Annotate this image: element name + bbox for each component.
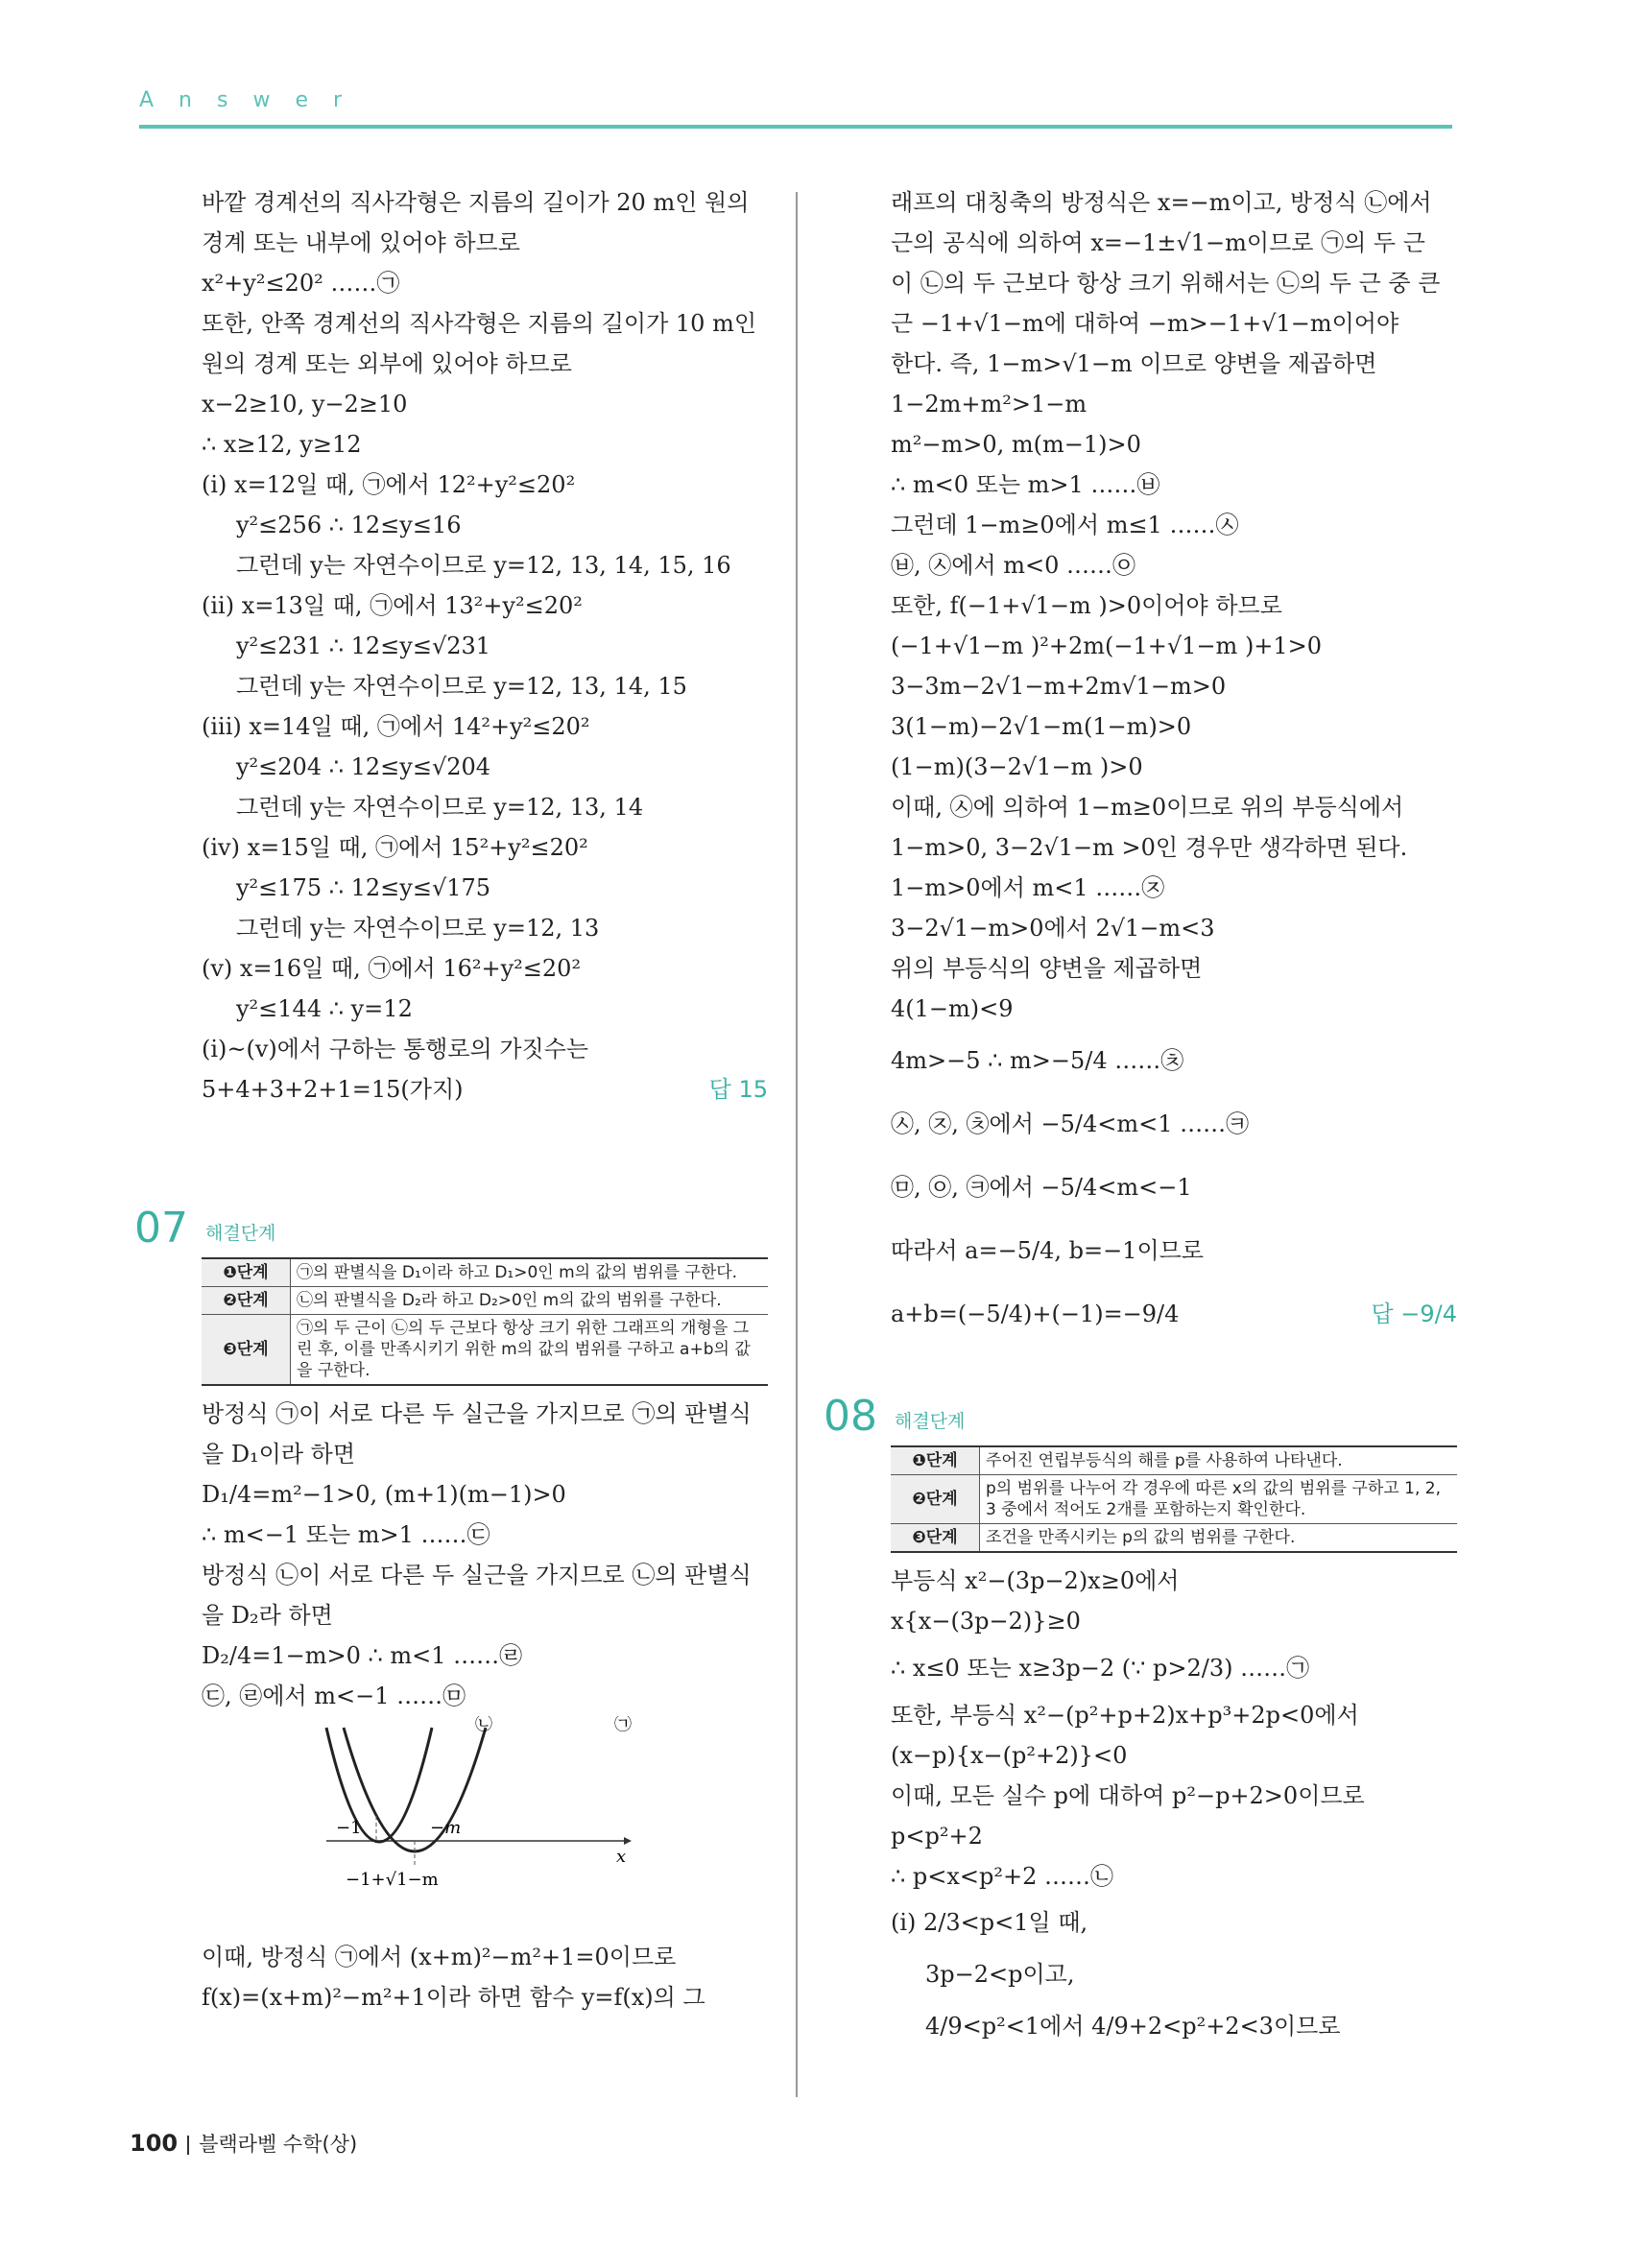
step-row	[202, 1287, 768, 1315]
step-row	[891, 1475, 1457, 1524]
text-line: 그런데 1−m≥0에서 m≤1 ……㉦	[891, 512, 1239, 538]
text-line: 또한, f(−1+√1−m )>0이어야 하므로	[891, 592, 1282, 619]
step-text: ㉠의 두 근이 ㉡의 두 근보다 항상 크기 위한 그래프의 개형을 그린 후, 이를 만족시키기 위한 m의 값의 범위를 구하고 a+b의 값을 구한다.	[291, 1315, 769, 1386]
text-line: 또한, 안쪽 경계선의 직사각형은 지름의 길이가 10 m인	[202, 310, 757, 337]
text-line: ㉢, ㉣에서 m<−1 ……㉤	[202, 1683, 466, 1709]
text-line: 1−m>0, 3−2√1−m >0인 경우만 생각하면 된다.	[891, 834, 1408, 861]
answer-label: 답 −9/4	[1371, 1301, 1457, 1327]
curve-a-label: ㉠	[614, 1716, 632, 1734]
text-line: y²≤256 ∴ 12≤y≤16	[236, 512, 462, 538]
text-line: 이때, 방정식 ㉠에서 (x+m)²−m²+1=0이므로	[202, 1944, 677, 1970]
answer-row	[202, 1069, 768, 1110]
text-line: (x−p){x−(p²+2)}<0	[891, 1742, 1128, 1769]
text-line: 한다. 즉, 1−m>√1−m 이므로 양변을 제곱하면	[891, 350, 1377, 377]
step-text: ㉡의 판별식을 D₂라 하고 D₂>0인 m의 값의 범위를 구한다.	[291, 1287, 769, 1315]
text-line: (i) 2/3<p<1일 때,	[891, 1909, 1088, 1936]
step-label: ❷단계	[891, 1475, 980, 1524]
text-line: 5+4+3+2+1=15(가지)	[202, 1076, 464, 1103]
text-line: (−1+√1−m )²+2m(−1+√1−m )+1>0	[891, 633, 1323, 659]
tick-label: −1	[336, 1818, 362, 1838]
step-label: ❸단계	[202, 1315, 291, 1386]
text-line: ㉦, ㉨, ㉩에서 −5/4<m<1 ……㉪	[891, 1110, 1250, 1137]
text-line: ∴ x≤0 또는 x≥3p−2 (∵ p>2/3) ……㉠	[891, 1655, 1310, 1682]
text-line: 근 −1+√1−m에 대하여 −m>−1+√1−m이어야	[891, 310, 1399, 337]
text-line: (v) x=16일 때, ㉠에서 16²+y²≤20²	[202, 955, 582, 982]
text-line: y²≤175 ∴ 12≤y≤√175	[236, 874, 491, 901]
text-line: y²≤144 ∴ y=12	[236, 995, 413, 1022]
problem-number: 07	[134, 1204, 188, 1253]
text-line: (ii) x=13일 때, ㉠에서 13²+y²≤20²	[202, 592, 583, 619]
book-title: 블랙라벨 수학(상)	[199, 2133, 358, 2156]
text-line: 방정식 ㉠이 서로 다른 두 실근을 가지므로 ㉠의 판별식	[202, 1400, 752, 1427]
text-line: 1−2m+m²>1−m	[891, 391, 1087, 418]
text-line: y²≤204 ∴ 12≤y≤√204	[236, 753, 491, 780]
text-line: (i)~(v)에서 구하는 통행로의 가짓수는	[202, 1036, 589, 1062]
text-line: 래프의 대칭축의 방정식은 x=−m이고, 방정식 ㉡에서	[891, 189, 1432, 216]
axis-label: x	[616, 1847, 627, 1867]
text-line: 4m>−5 ∴ m>−5/4 ……㉩	[891, 1047, 1184, 1074]
text-line: ∴ m<0 또는 m>1 ……㉥	[891, 471, 1160, 498]
text-line: 이때, ㉦에 의하여 1−m≥0이므로 위의 부등식에서	[891, 794, 1404, 821]
text-line: 원의 경계 또는 외부에 있어야 하므로	[202, 350, 572, 377]
text-line: a+b=(−5/4)+(−1)=−9/4	[891, 1301, 1180, 1327]
text-line: 따라서 a=−5/4, b=−1이므로	[891, 1237, 1204, 1264]
header-title: Answer	[139, 88, 368, 112]
page-footer	[130, 2129, 357, 2158]
text-line: p<p²+2	[891, 1823, 983, 1850]
text-line: D₁/4=m²−1>0, (m+1)(m−1)>0	[202, 1481, 566, 1508]
step-label: ❷단계	[202, 1287, 291, 1315]
text-line: 1−m>0에서 m<1 ……㉨	[891, 874, 1165, 901]
text-line: ∴ p<x<p²+2 ……㉡	[891, 1863, 1114, 1890]
problem-07-header	[134, 1204, 768, 1257]
text-line: x²+y²≤20² ……㉠	[202, 270, 400, 297]
text-line: ∴ m<−1 또는 m>1 ……㉢	[202, 1521, 490, 1548]
text-line: 방정식 ㉡이 서로 다른 두 실근을 가지므로 ㉡의 판별식	[202, 1562, 752, 1588]
solution-steps-label: 해결단계	[205, 1223, 276, 1244]
answer-row	[891, 1282, 1457, 1346]
text-line: 그런데 y는 자연수이므로 y=12, 13	[236, 915, 600, 942]
steps-table	[202, 1257, 768, 1386]
curve-b-label: ㉡	[475, 1716, 492, 1734]
text-line: 을 D₂라 하면	[202, 1602, 333, 1629]
text-line: 3−3m−2√1−m+2m√1−m>0	[891, 673, 1227, 700]
graph-svg	[202, 1716, 768, 1937]
root-label: −1+√1−m	[346, 1870, 439, 1890]
step-text: p의 범위를 나누어 각 경우에 따른 x의 값의 범위를 구하고 1, 2, 3 중에서 적어도 2개를 포함하는지 확인한다.	[980, 1475, 1458, 1524]
text-line: 그런데 y는 자연수이므로 y=12, 13, 14, 15	[236, 673, 687, 700]
x-axis-arrow	[624, 1837, 632, 1845]
step-row	[891, 1524, 1457, 1553]
text-line: 경계 또는 내부에 있어야 하므로	[202, 229, 520, 256]
text-line: 근의 공식에 의하여 x=−1±√1−m이므로 ㉠의 두 근	[891, 229, 1425, 256]
left-column	[134, 182, 768, 2017]
text-line: ㉥, ㉦에서 m<0 ……㉧	[891, 552, 1136, 579]
text-line: m²−m>0, m(m−1)>0	[891, 431, 1141, 458]
steps-table	[891, 1445, 1457, 1553]
text-line: 을 D₁이라 하면	[202, 1441, 356, 1468]
step-label: ❶단계	[891, 1446, 980, 1475]
text-line: x−2≥10, y−2≥10	[202, 391, 408, 418]
text-line: (1−m)(3−2√1−m )>0	[891, 753, 1143, 780]
text-line: 위의 부등식의 양변을 제곱하면	[891, 955, 1203, 982]
step-text: ㉠의 판별식을 D₁이라 하고 D₁>0인 m의 값의 범위를 구한다.	[291, 1258, 769, 1287]
text-line: 또한, 부등식 x²−(p²+p+2)x+p³+2p<0에서	[891, 1702, 1359, 1729]
step-row	[891, 1446, 1457, 1475]
text-line: 4/9<p²<1에서 4/9+2<p²+2<3이므로	[925, 2013, 1341, 2040]
parabola-graph	[202, 1716, 768, 1937]
step-text: 주어진 연립부등식의 해를 p를 사용하여 나타낸다.	[980, 1446, 1458, 1475]
text-line: ㉤, ㉧, ㉪에서 −5/4<m<−1	[891, 1174, 1192, 1201]
step-label: ❸단계	[891, 1524, 980, 1553]
text-line: 3−2√1−m>0에서 2√1−m<3	[891, 915, 1215, 942]
step-row	[202, 1315, 768, 1386]
left-text	[202, 182, 768, 1110]
step-label: ❶단계	[202, 1258, 291, 1287]
text-line: ∴ x≥12, y≥12	[202, 431, 362, 458]
text-line: D₂/4=1−m>0 ∴ m<1 ……㉣	[202, 1642, 523, 1669]
text-line: f(x)=(x+m)²−m²+1이라 하면 함수 y=f(x)의 그	[202, 1984, 705, 2011]
text-line: (iv) x=15일 때, ㉠에서 15²+y²≤20²	[202, 834, 588, 861]
text-line: 부등식 x²−(3p−2)x≥0에서	[891, 1567, 1180, 1594]
text-line: 바깥 경계선의 직사각형은 지름의 길이가 20 m인 원의	[202, 189, 750, 216]
text-line: y²≤231 ∴ 12≤y≤√231	[236, 633, 491, 659]
footer-divider	[187, 2136, 189, 2155]
column-divider	[796, 192, 798, 2097]
step-row	[202, 1258, 768, 1287]
text-line: 3(1−m)−2√1−m(1−m)>0	[891, 713, 1192, 740]
text-line: 이 ㉡의 두 근보다 항상 크기 위해서는 ㉡의 두 근 중 큰	[891, 270, 1441, 297]
answer-label: 답 15	[708, 1076, 768, 1103]
text-line: x{x−(3p−2)}≥0	[891, 1608, 1081, 1635]
problem-number: 08	[824, 1392, 877, 1441]
page-number: 100	[130, 2130, 179, 2157]
right-column	[824, 182, 1457, 2052]
text-line: 그런데 y는 자연수이므로 y=12, 13, 14, 15, 16	[236, 552, 731, 579]
problem-08-header	[824, 1392, 1457, 1445]
text-line: (iii) x=14일 때, ㉠에서 14²+y²≤20²	[202, 713, 590, 740]
tick-label: −m	[430, 1818, 462, 1838]
step-text: 조건을 만족시키는 p의 값의 범위를 구한다.	[980, 1524, 1458, 1553]
header-rule	[139, 125, 1452, 129]
text-line: 그런데 y는 자연수이므로 y=12, 13, 14	[236, 794, 644, 821]
solution-steps-label: 해결단계	[895, 1411, 966, 1432]
text-line: (i) x=12일 때, ㉠에서 12²+y²≤20²	[202, 471, 576, 498]
text-line: 이때, 모든 실수 p에 대하여 p²−p+2>0이므로	[891, 1782, 1365, 1809]
text-line: 4(1−m)<9	[891, 995, 1014, 1022]
text-line: 3p−2<p이고,	[925, 1961, 1075, 1988]
